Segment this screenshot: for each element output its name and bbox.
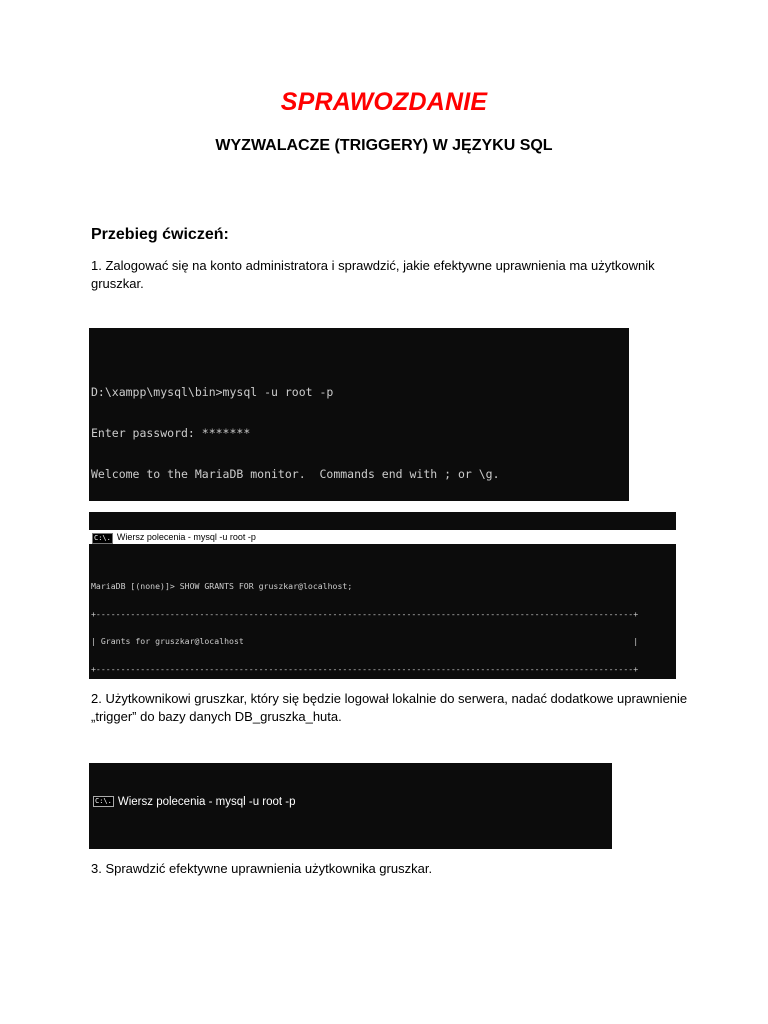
terminal-line: Enter password: ******* — [91, 426, 251, 441]
step-2-text: 2. Użytkownikowi gruszkar, który się będzie logował lokalnie do serwera, nadać dodatkowe uprawnienie „trigger” do bazy danych DB_gruszka_huta. — [91, 691, 688, 724]
cmd-window-icon: C:\. — [94, 533, 111, 542]
window-titlebar[interactable] — [89, 530, 676, 544]
terminal-line: +-------------------------------------------------------------------------------------------------------------+ — [91, 664, 639, 675]
section-heading: Przebieg ćwiczeń: — [91, 226, 229, 243]
terminal-line: Welcome to the MariaDB monitor. Commands end with ; or \g. — [91, 466, 500, 481]
terminal-line: | Grants for gruszkar@localhost | — [91, 636, 639, 647]
window-titlebar[interactable] — [89, 791, 612, 813]
step-3-text: 3. Sprawdzić efektywne uprawnienia użytkownika gruszkar. — [91, 861, 433, 876]
cmd-window-icon: C:\. — [95, 797, 112, 806]
report-subtitle: WYZWALACZE (TRIGGERY) W JĘZYKU SQL — [215, 137, 553, 154]
window-title: Wiersz polecenia - mysql -u root -p — [116, 532, 256, 543]
terminal-show-grants — [89, 512, 676, 679]
terminal-line: +-------------------------------------------------------------------------------------------------------------+ — [91, 608, 639, 619]
terminal-line: D:\xampp\mysql\bin>mysql -u root -p — [91, 385, 334, 400]
terminal-line: MariaDB [(none)]> SHOW GRANTS FOR gruszkar@localhost; — [91, 581, 353, 592]
report-title: SPRAWOZDANIE — [280, 88, 488, 116]
terminal-grant-trigger — [89, 763, 612, 849]
step-1-text: 1. Zalogować się na konto administratora i sprawdzić, jakie efektywne uprawnienia ma użytkownik gruszkar. — [91, 258, 655, 291]
window-title: Wiersz polecenia - mysql -u root -p — [117, 796, 296, 808]
terminal-mysql-login — [89, 328, 629, 501]
